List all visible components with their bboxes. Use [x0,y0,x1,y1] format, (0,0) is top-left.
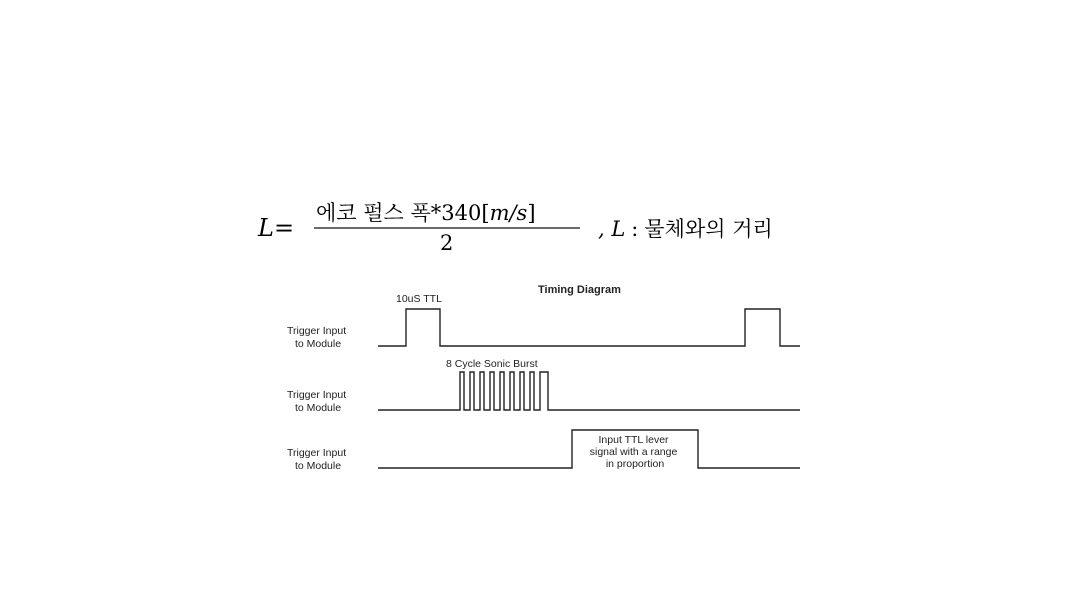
row2-label [287,389,349,414]
row2-sonic-burst-waveform [378,372,800,410]
row1-label-line1: Trigger Input [286,325,347,337]
formula-definition-text: 물체와의 거리 [644,217,773,241]
row3-annotation [590,434,680,470]
formula-numerator-rest: *340[ [430,201,490,225]
formula-numerator-close: ] [527,201,536,225]
row3-label [287,447,349,472]
row3-label-line1: Trigger Input [286,447,347,459]
row2-label-line1: Trigger Input [286,389,347,401]
formula-definition-sep: : [631,217,639,241]
row1-annotation: 10uS TTL [396,293,442,305]
row3-annotation-line2: signal with a range [589,446,678,458]
formula-numerator-unit: m/s [489,201,528,225]
row2-annotation: 8 Cycle Sonic Burst [446,358,538,370]
row1-trigger-waveform [378,309,800,346]
formula-numerator-korean: 에코 펄스 폭 [316,201,431,225]
row3-annotation-line3: in proportion [605,458,665,470]
row3-annotation-line1: Input TTL lever [598,434,669,446]
row1-label [287,325,349,350]
formula-definition-prefix: , L [598,217,626,241]
row2-label-line2: to Module [294,402,342,414]
formula-denominator: 2 [440,231,454,255]
timing-diagram-title: Timing Diagram [538,284,621,296]
formula-lhs: L= [258,214,295,242]
row3-label-line2: to Module [294,460,342,472]
row1-label-line2: to Module [294,338,342,350]
